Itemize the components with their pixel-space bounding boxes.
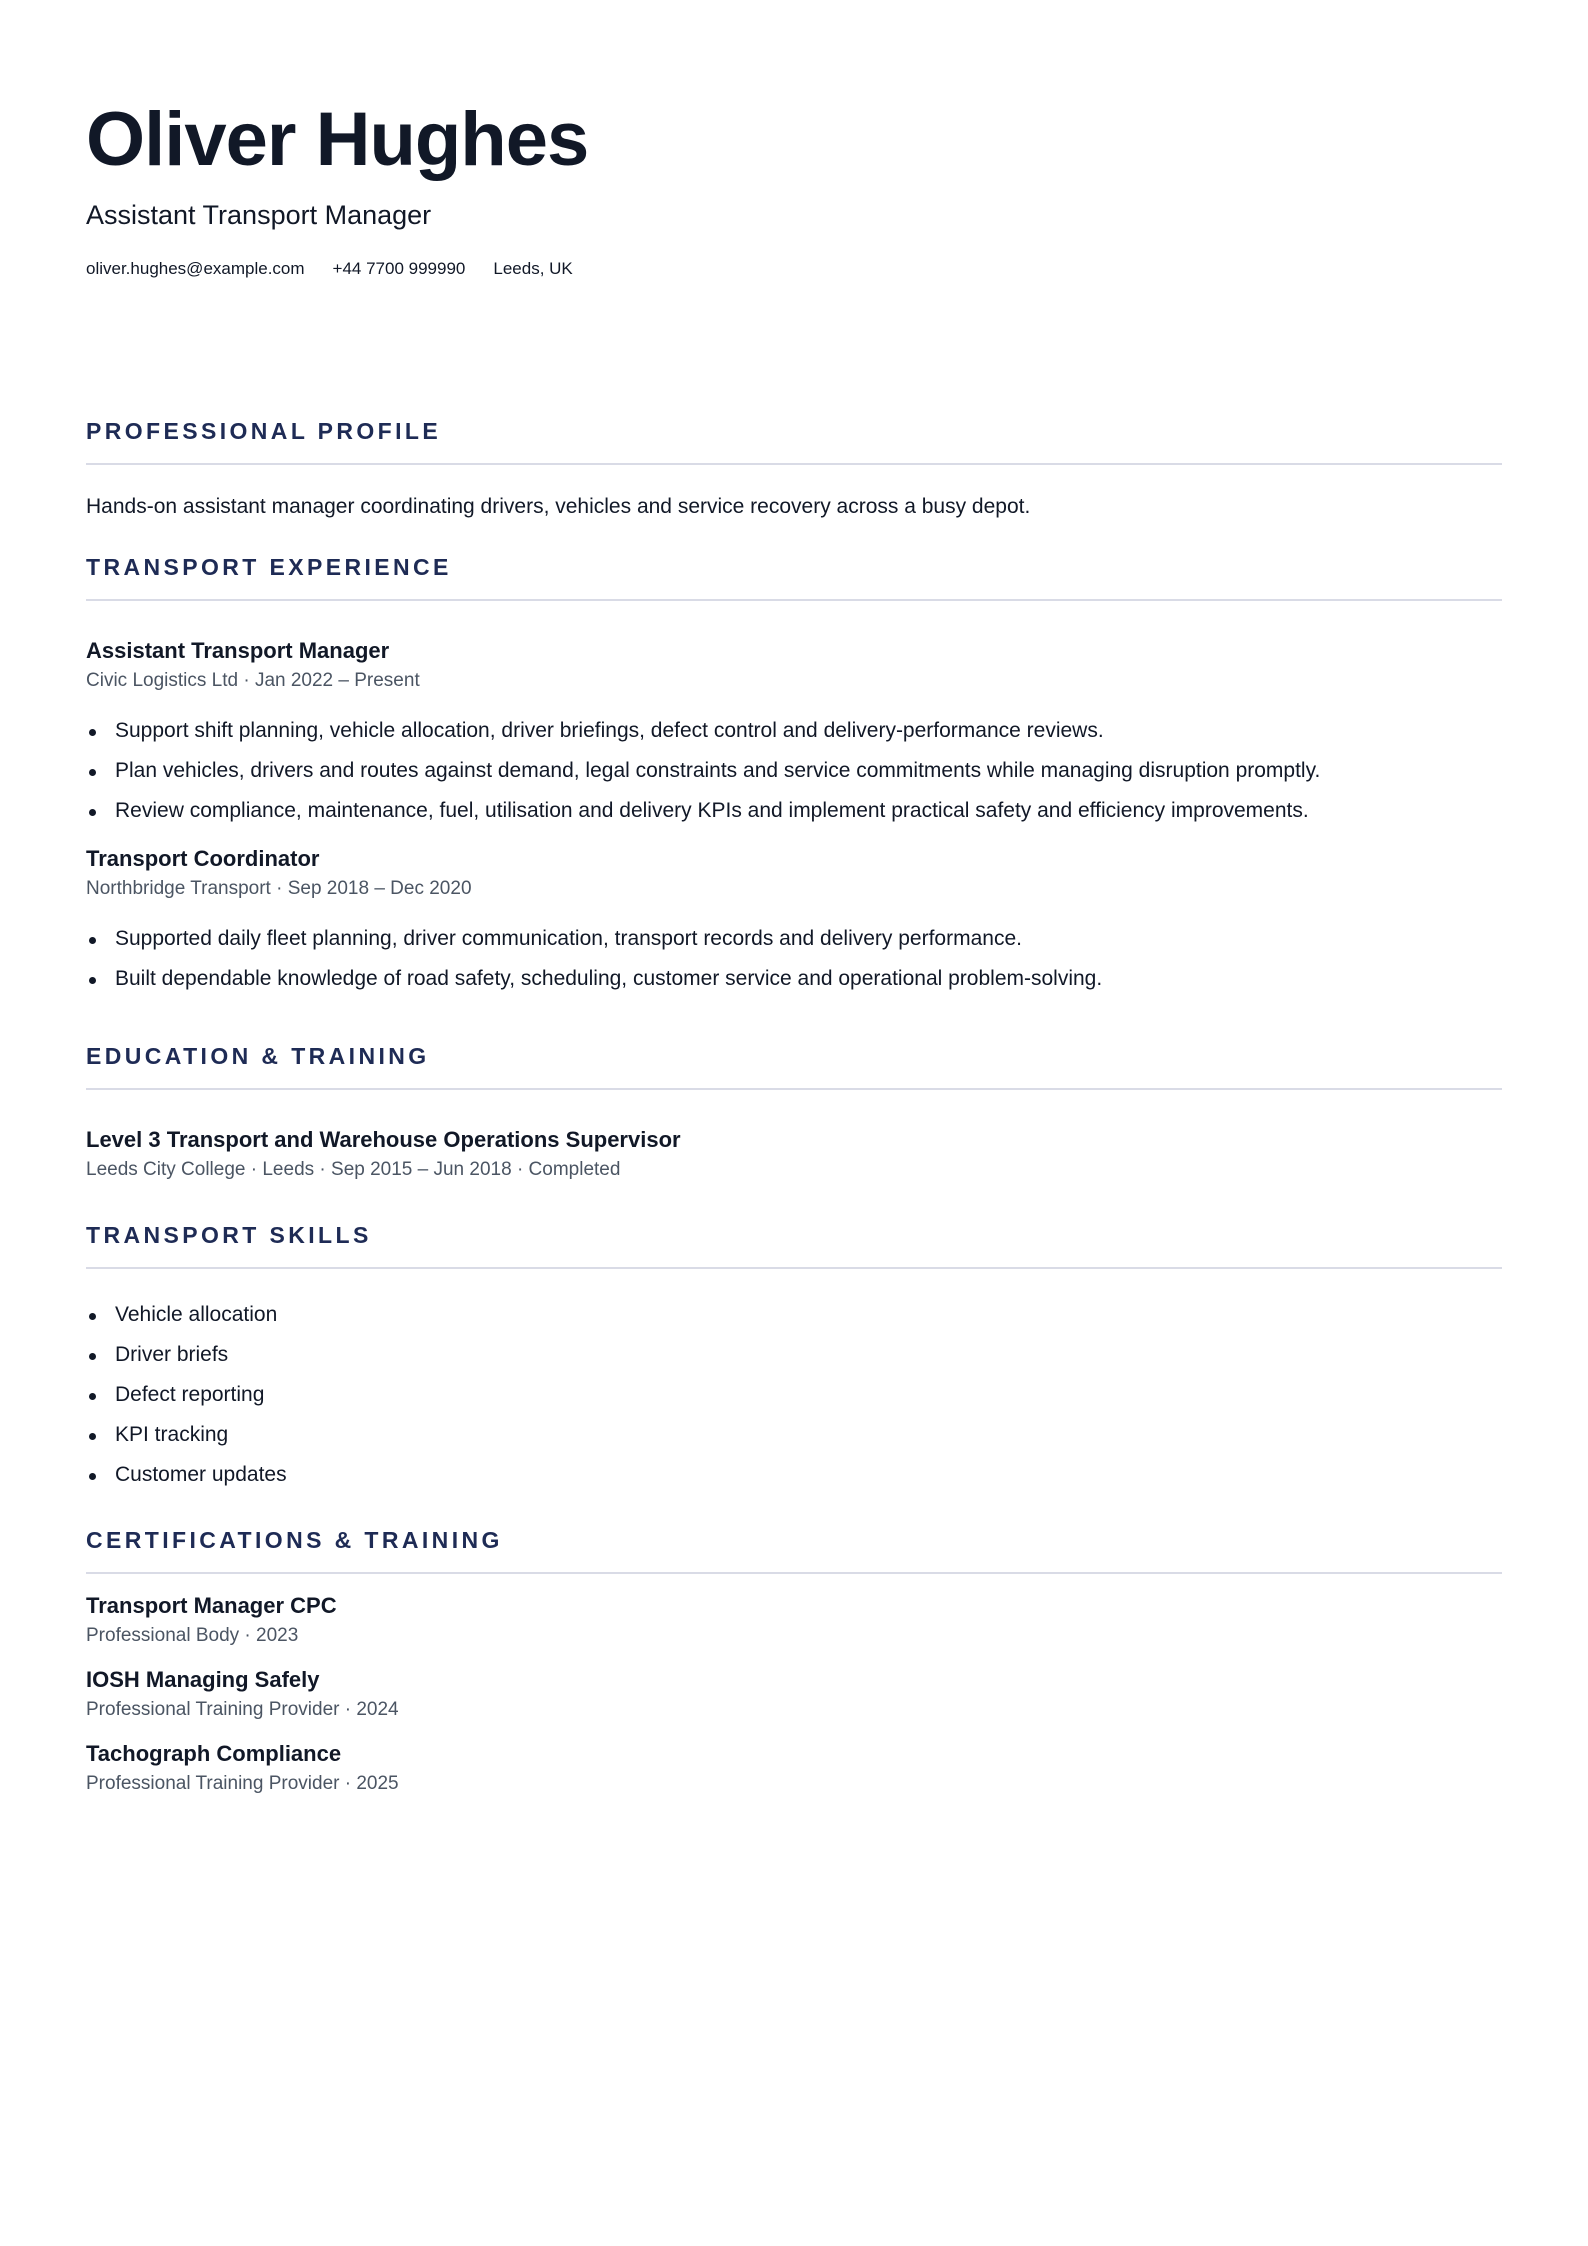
job-bullet: Support shift planning, vehicle allocation, driver briefings, defect control and delivery-performance reviews.	[86, 717, 1502, 745]
skill-item: Vehicle allocation	[86, 1301, 1502, 1329]
certification-meta: Professional Body · 2023	[86, 1625, 299, 1646]
section-title-skills: TRANSPORT SKILLS	[86, 1222, 372, 1248]
education-entry	[86, 1126, 1502, 1182]
job-role: Assistant Transport Manager	[86, 638, 390, 663]
section-certifications	[86, 1526, 1502, 1796]
section-title-profile: PROFESSIONAL PROFILE	[86, 418, 442, 444]
contact-line	[86, 258, 588, 280]
certification-name: IOSH Managing Safely	[86, 1667, 320, 1692]
certification-entry	[86, 1592, 1502, 1648]
section-title-certifications: CERTIFICATIONS & TRAINING	[86, 1527, 503, 1553]
job-bullet: Review compliance, maintenance, fuel, utilisation and delivery KPIs and implement practical safety and efficiency improvements.	[86, 797, 1502, 825]
job-entry	[86, 637, 1502, 825]
certification-name: Transport Manager CPC	[86, 1593, 337, 1618]
job-bullet: Supported daily fleet planning, driver communication, transport records and delivery performance.	[86, 925, 1502, 953]
skill-item: KPI tracking	[86, 1421, 1502, 1449]
job-meta: Civic Logistics Ltd · Jan 2022 – Present	[86, 670, 420, 691]
contact-email: oliver.hughes@example.com	[86, 259, 305, 278]
section-divider	[86, 1267, 1502, 1269]
job-bullet: Plan vehicles, drivers and routes against demand, legal constraints and service commitments while managing disruption promptly.	[86, 757, 1502, 785]
certification-entry	[86, 1666, 1502, 1722]
candidate-name: Oliver Hughes	[86, 97, 589, 182]
certification-meta: Professional Training Provider · 2024	[86, 1699, 399, 1720]
education-meta: Leeds City College · Leeds · Sep 2015 – Jun 2018 · Completed	[86, 1159, 621, 1180]
skill-item: Customer updates	[86, 1461, 1502, 1489]
skill-item: Driver briefs	[86, 1341, 1502, 1369]
section-divider	[86, 599, 1502, 601]
job-role: Transport Coordinator	[86, 846, 320, 871]
section-divider	[86, 1572, 1502, 1574]
contact-phone: +44 7700 999990	[332, 259, 466, 278]
section-title-education: EDUCATION & TRAINING	[86, 1043, 430, 1069]
resume-header	[86, 96, 588, 280]
job-bullet: Built dependable knowledge of road safety, scheduling, customer service and operational problem-solving.	[86, 965, 1502, 993]
job-bullets	[86, 925, 1502, 993]
skills-list	[86, 1301, 1502, 1489]
section-divider	[86, 463, 1502, 465]
section-skills	[86, 1221, 1502, 1501]
job-meta: Northbridge Transport · Sep 2018 – Dec 2020	[86, 878, 472, 899]
education-qualification: Level 3 Transport and Warehouse Operations Supervisor	[86, 1127, 681, 1152]
job-entry	[86, 845, 1502, 993]
section-profile	[86, 417, 1502, 521]
certification-entry	[86, 1740, 1502, 1796]
section-title-experience: TRANSPORT EXPERIENCE	[86, 554, 452, 580]
section-divider	[86, 1088, 1502, 1090]
certification-name: Tachograph Compliance	[86, 1741, 342, 1766]
section-experience	[86, 553, 1502, 1005]
contact-location: Leeds, UK	[493, 259, 573, 278]
profile-summary: Hands-on assistant manager coordinating drivers, vehicles and service recovery across a busy depot.	[86, 495, 1031, 518]
skill-item: Defect reporting	[86, 1381, 1502, 1409]
section-education	[86, 1042, 1502, 1182]
certification-meta: Professional Training Provider · 2025	[86, 1773, 399, 1794]
candidate-headline: Assistant Transport Manager	[86, 200, 432, 230]
job-bullets	[86, 717, 1502, 825]
